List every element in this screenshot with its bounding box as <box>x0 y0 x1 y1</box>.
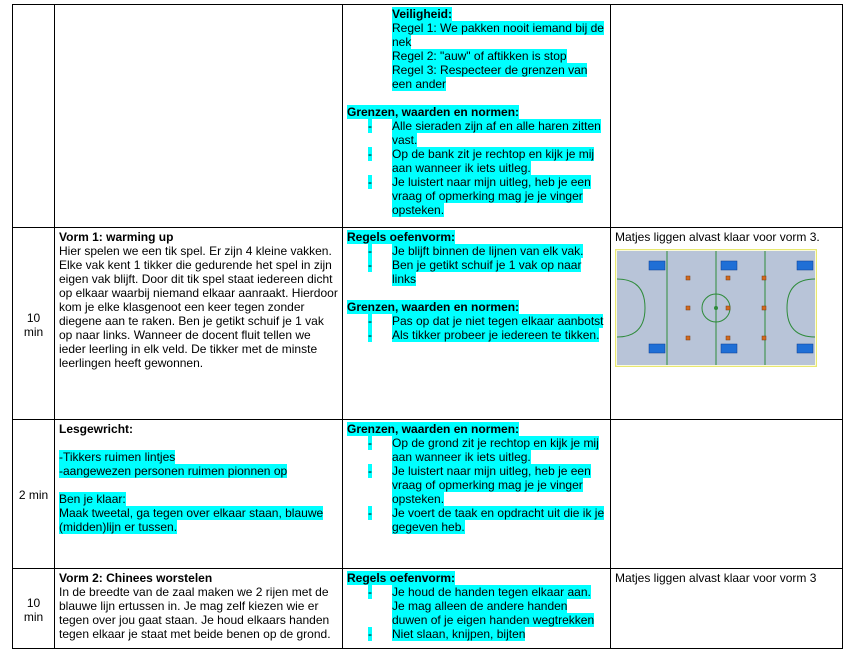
norms-list <box>347 436 606 534</box>
cone <box>726 306 730 310</box>
cone <box>686 306 690 310</box>
list-item: - Je blijft binnen de lijnen van elk vak. <box>368 244 584 258</box>
cone <box>686 336 690 340</box>
list-item: - Alle sieraden zijn af en alle haren zitten vast. <box>368 119 601 147</box>
oefen-list <box>347 585 606 641</box>
cone <box>726 336 730 340</box>
activity-title: Vorm 2: Chinees worstelen <box>59 571 213 585</box>
oefen-list <box>347 244 606 286</box>
notes-cell <box>611 5 843 228</box>
mat <box>797 344 813 353</box>
rules-cell <box>343 420 611 569</box>
notes-cell: Matjes liggen alvast klaar voor vorm 3 <box>611 569 843 649</box>
activity-text: In de breedte van de zaal maken we 2 rijen met de blauwe lijn ertussen in. Je mag zelf kiezen wie er tegen over jou gaat staan. Je houd elkaars handen tegen elkaar je staat met beide benen op de grond. <box>59 585 331 641</box>
norms-list <box>347 119 606 217</box>
table-row <box>13 5 843 228</box>
list-item: - Je voert de taak en opdracht uit die ik je gegeven heb. <box>368 506 605 534</box>
table-row <box>13 420 843 569</box>
gym-field-diagram <box>615 249 817 367</box>
mat <box>721 261 737 270</box>
list-item: - Op de grond zit je rechtop en kijk je mij aan wanneer ik iets uitleg. <box>368 436 599 464</box>
activity-cell <box>55 228 343 420</box>
norms-title: Grenzen, waarden en normen: <box>347 300 520 314</box>
lesson-plan-table <box>12 4 843 649</box>
activity-subtext: Maak tweetal, ga tegen over elkaar staan, blauwe (midden)lijn er tussen. <box>59 506 324 534</box>
time-cell <box>13 5 55 228</box>
list-item: - Je luistert naar mijn uitleg, heb je een vraag of opmerking mag je je vinger opsteken. <box>368 175 591 217</box>
norms-list <box>347 314 606 342</box>
activity-cell <box>55 5 343 228</box>
activity-cell <box>55 569 343 649</box>
cone <box>762 336 766 340</box>
cone <box>762 306 766 310</box>
mat <box>797 261 813 270</box>
time-cell: 2 min <box>13 420 55 569</box>
activity-title: Lesgewricht: <box>59 422 134 436</box>
norms-title: Grenzen, waarden en normen: <box>347 105 520 119</box>
table-row <box>13 228 843 420</box>
list-item: - Op de bank zit je rechtop en kijk je mij aan wanneer ik iets uitleg. <box>368 147 595 175</box>
cone <box>762 276 766 280</box>
list-item: - Als tikker probeer je iedereen te tikken. <box>368 328 600 342</box>
list-item: - Je houd de handen tegen elkaar aan. Je mag alleen de andere handen duwen of je eigen handen wegtrekken <box>368 585 595 627</box>
mat <box>721 344 737 353</box>
veiligheid-rule: Regel 2: "auw" of aftikken is stop <box>392 49 567 63</box>
oefen-title: Regels oefenvorm: <box>347 230 456 244</box>
oefen-title: Regels oefenvorm: <box>347 571 456 585</box>
activity-subtitle: Ben je klaar: <box>59 492 126 506</box>
mat <box>649 344 665 353</box>
veiligheid-rule: Regel 1: We pakken nooit iemand bij de nek <box>392 21 604 49</box>
notes-cell <box>611 228 843 420</box>
time-cell: 10 min <box>13 569 55 649</box>
norms-title: Grenzen, waarden en normen: <box>347 422 520 436</box>
notes-cell <box>611 420 843 569</box>
activity-cell <box>55 420 343 569</box>
rules-cell <box>343 569 611 649</box>
list-item: - Ben je getikt schuif je 1 vak op naar links <box>368 258 582 286</box>
rules-cell <box>343 228 611 420</box>
list-item: - Je luistert naar mijn uitleg, heb je een vraag of opmerking mag je je vinger opsteken. <box>368 464 591 506</box>
activity-line: -Tikkers ruimen lintjes <box>59 450 176 464</box>
mat <box>649 261 665 270</box>
cone <box>686 276 690 280</box>
list-item: - Niet slaan, knijpen, bijten <box>368 627 526 641</box>
table-row <box>13 569 843 649</box>
activity-line: -aangewezen personen ruimen pionnen op <box>59 464 288 478</box>
list-item: - Pas op dat je niet tegen elkaar aanbotst <box>368 314 604 328</box>
center-spot <box>715 307 718 310</box>
veiligheid-title: Veiligheid: <box>392 7 453 21</box>
activity-text: Hier spelen we een tik spel. Er zijn 4 kleine vakken. Elke vak kent 1 tikker die gedurende het spel in zijn eigen vak blijft. Door dit tik spel staat iedereen dicht op elkaar waarbij niemand elkaar aanraakt. Hierdoor kom je elke klasgenoot een keer tegen zonder diegene aan te raken. Ben je getikt schuif je 1 vak op naar links. Wanneer de docent fluit tellen we ieder leerling in elk veld. De tikker met de minste leerlingen heeft gewonnen. <box>59 244 338 370</box>
veiligheid-rule: Regel 3: Respecteer de grenzen van een ander <box>392 63 588 91</box>
rules-cell <box>343 5 611 228</box>
activity-title: Vorm 1: warming up <box>59 230 174 244</box>
cone <box>726 276 730 280</box>
time-cell: 10 min <box>13 228 55 420</box>
notes-text: Matjes liggen alvast klaar voor vorm 3. <box>615 230 820 244</box>
